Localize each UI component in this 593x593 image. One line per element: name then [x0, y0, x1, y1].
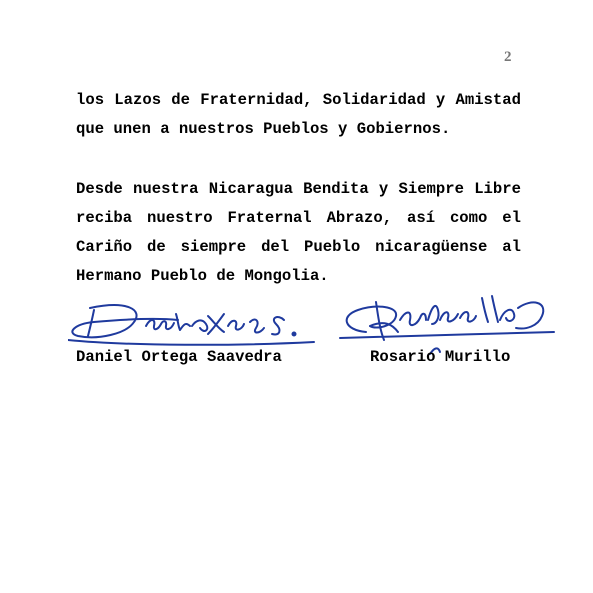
signatory-name-ortega: Daniel Ortega Saavedra [76, 348, 282, 366]
page-number: 2 [504, 49, 512, 65]
paragraph-line: Hermano Pueblo de Mongolia. [76, 267, 329, 285]
paragraph-line: Cariño de siempre del Pueblo nicaragüense al [76, 238, 521, 256]
paragraph-line: los Lazos de Fraternidad, Solidaridad y Amistad [76, 91, 521, 109]
closing-paragraph-1 [76, 86, 521, 144]
paragraph-line: Desde nuestra Nicaragua Bendita y Siempre Libre [76, 180, 521, 198]
closing-paragraph-2 [76, 175, 521, 291]
signatory-name-murillo: Rosario Murillo [370, 348, 511, 366]
paragraph-line: reciba nuestro Fraternal Abrazo, así como el [76, 209, 521, 227]
paragraph-line: que unen a nuestros Pueblos y Gobiernos. [76, 120, 451, 138]
ortega-signature [68, 296, 318, 348]
